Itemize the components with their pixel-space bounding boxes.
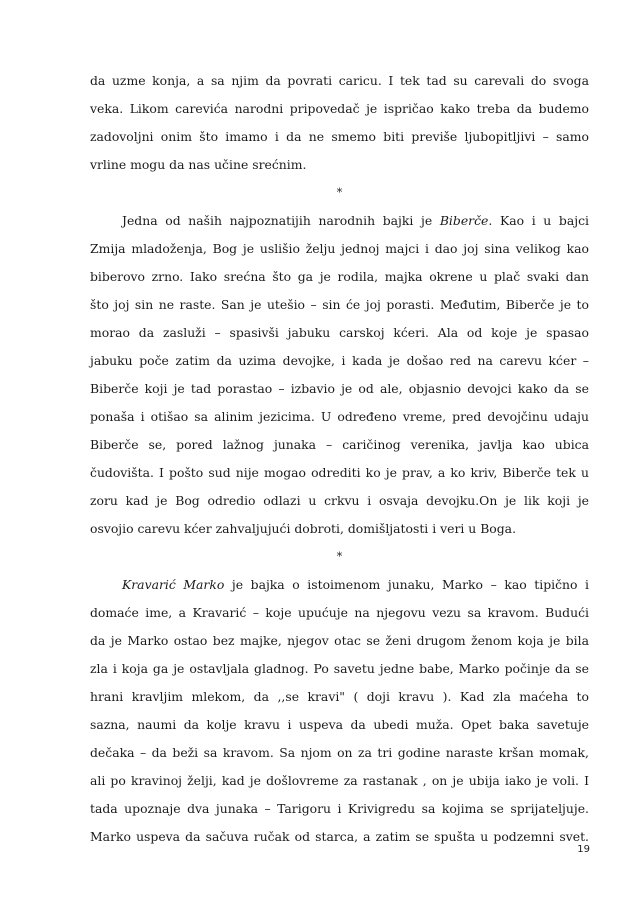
text-line: morao da zasluži – spasivši jabuku carskoj kćeri. Ala od koje je spasao <box>90 325 589 340</box>
text-line: tada upoznaje dva junaka – Tarigoru i Krivigredu sa kojima se sprijateljuje. <box>90 801 589 816</box>
section-separator: * <box>336 186 343 199</box>
page-body <box>90 67 589 851</box>
text-line: što joj sin ne raste. San je utešio – sin će joj porasti. Međutim, Biberče je to <box>90 297 589 312</box>
tale-title: Biberče <box>439 213 489 228</box>
text-line: da je Marko ostao bez majke, njegov otac se ženi drugom ženom koja je bila <box>90 633 589 648</box>
text-line: zadovoljni onim što imamo i da ne smemo biti previše ljubopitljivi – samo <box>90 129 589 144</box>
text-line: hrani kravljim mlekom, da ,,se kravi" ( doji kravu ). Kad zla maćeha to <box>90 689 589 704</box>
text-line: ponaša i otišao sa alinim jezicima. U određeno vreme, pred devojčinu udaju <box>90 409 589 424</box>
text-line: biberovo zrno. Iako srećna što ga je rodila, majka okrene u plač svaki dan <box>90 269 589 284</box>
text-line: vrline mogu da nas učine srećnim. <box>90 157 307 172</box>
text-line: osvojio carevu kćer zahvaljujući dobroti, domišljatosti i veri u Boga. <box>90 521 517 536</box>
text-line: da uzme konja, a sa njim da povrati caricu. I tek tad su carevali do svoga <box>90 73 589 88</box>
text-line: veka. Likom carevića narodni pripovedač je ispričao kako treba da budemo <box>90 101 589 116</box>
text-run: Jedna od naših najpoznatijih narodnih bajki je <box>122 213 440 228</box>
text-line: jabuku poče zatim da uzima devojke, i kada je došao red na carevu kćer – <box>90 353 589 368</box>
text-run: . Kao i u bajci <box>488 213 589 228</box>
text-line: sazna, naumi da kolje kravu i uspeva da ubedi muža. Opet baka savetuje <box>90 717 589 732</box>
text-line: Biberče koji je tad porastao – izbavio je od ale, objasnio devojci kako da se <box>90 381 589 396</box>
text-line: zoru kad je Bog odredio odlazi u crkvu i osvaja devojku.On je lik koji je <box>90 493 589 508</box>
text-line: Biberče se, pored lažnog junaka – caričinog verenika, javlja kao ubica <box>90 437 589 452</box>
paragraph-first-line <box>90 207 589 235</box>
text-line: dečaka – da beži sa kravom. Sa njom on za tri godine naraste kršan momak, <box>90 745 589 760</box>
text-run: je bajka o istoimenom junaku, Marko – kao tipično i <box>224 577 590 592</box>
text-line: Marko uspeva da sačuva ručak od starca, a zatim se spušta u podzemni svet. <box>90 829 589 844</box>
text-line: čudovišta. I pošto sud nije mogao odrediti ko je prav, a ko kriv, Biberče tek u <box>90 465 589 480</box>
paragraph-first-line <box>90 571 589 599</box>
page-number: 19 <box>577 844 590 855</box>
text-line: Zmija mladoženja, Bog je uslišio želju jednoj majci i dao joj sina velikog kao <box>90 241 589 256</box>
text-line: domaće ime, a Kravarić – koje upućuje na njegovu vezu sa kravom. Budući <box>90 605 589 620</box>
text-line: zla i koja ga je ostavljala gladnog. Po savetu jedne babe, Marko počinje da se <box>90 661 589 676</box>
section-separator: * <box>336 550 343 563</box>
tale-title: Kravarić Marko <box>122 577 225 592</box>
text-line: ali po kravinoj želji, kad je došlovreme za rastanak , on je ubija iako je voli. I <box>90 773 589 788</box>
